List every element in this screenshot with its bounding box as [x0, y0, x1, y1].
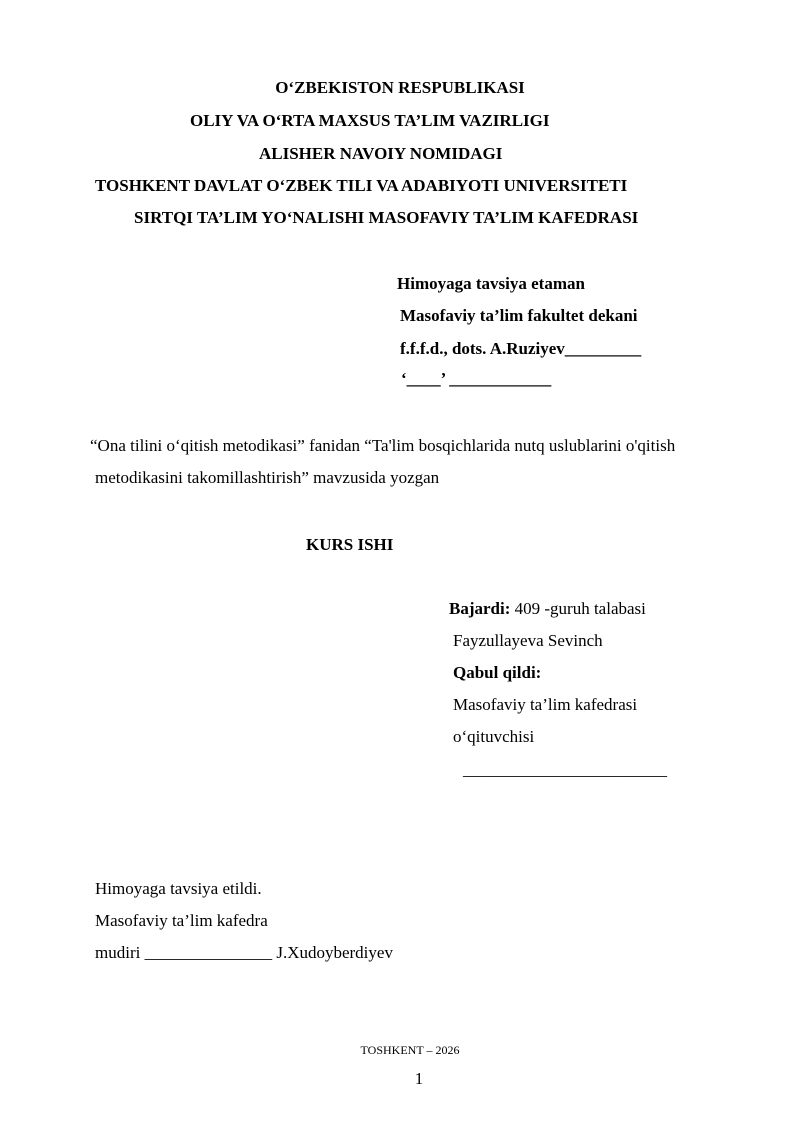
- performer-label: Bajardi:: [449, 599, 511, 618]
- document-type-title: KURS ISHI: [306, 535, 394, 554]
- topic-line-2: metodikasini takomillashtirish” mavzusida yozgan: [95, 468, 440, 487]
- topic-line-1: “Ona tilini o‘qitish metodikasi” fanidan “Ta'lim bosqichlarida nutq uslublarini o'qitish: [90, 436, 676, 455]
- approval-recommend: Himoyaga tavsiya etaman: [397, 274, 585, 293]
- footer-head-signature: mudiri _______________ J.Xudoyberdiyev: [95, 943, 393, 962]
- approval-date-line: ‘____’ ____________: [401, 369, 552, 388]
- performer-name: Fayzullayeva Sevinch: [453, 631, 603, 650]
- approval-dean-name: f.f.f.d., dots. A.Ruziyev_________: [400, 339, 642, 358]
- performer-line: [449, 599, 646, 619]
- header-department: SIRTQI TA’LIM YO‘NALISHI MASOFAVIY TA’LIM KAFEDRASI: [134, 208, 639, 227]
- footer-department: Masofaviy ta’lim kafedra: [95, 911, 268, 930]
- performer-group: 409 -guruh talabasi: [510, 599, 646, 618]
- header-ministry: OLIY VA O‘RTA MAXSUS TA’LIM VAZIRLIGI: [190, 111, 550, 130]
- header-named-after: ALISHER NAVOIY NOMIDAGI: [259, 144, 503, 163]
- header-ministry-country: O‘ZBEKISTON RESPUBLIKASI: [275, 78, 525, 97]
- footer-recommended: Himoyaga tavsiya etildi.: [95, 879, 262, 898]
- page-number: 1: [414, 1069, 424, 1088]
- header-university: TOSHKENT DAVLAT O‘ZBEK TILI VA ADABIYOTI UNIVERSITETI: [95, 176, 628, 195]
- teacher-department: Masofaviy ta’lim kafedrasi: [453, 695, 638, 714]
- approval-dean-title: Masofaviy ta’lim fakultet dekani: [400, 306, 638, 325]
- teacher-title: o‘qituvchisi: [453, 727, 535, 746]
- accepted-label: Qabul qildi:: [453, 663, 542, 682]
- city-year: TOSHKENT – 2026: [360, 1043, 460, 1057]
- teacher-signature-line: ________________________: [463, 760, 667, 779]
